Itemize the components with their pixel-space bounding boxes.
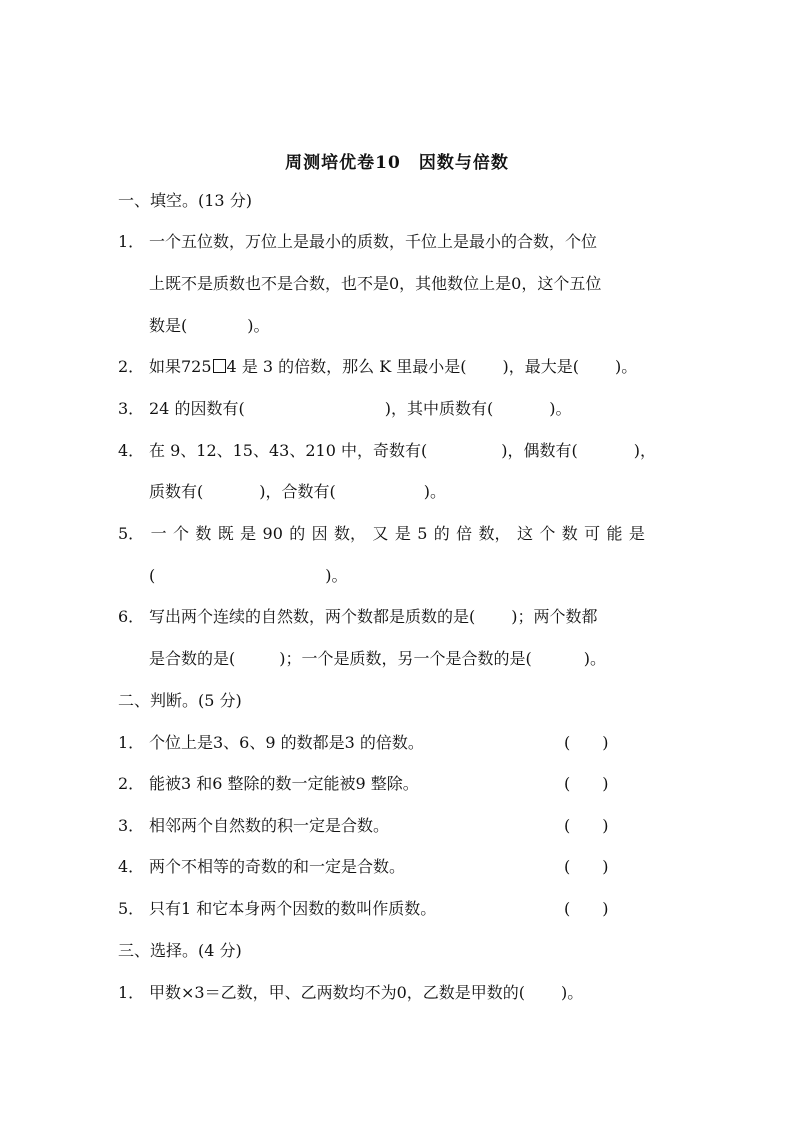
- judge-answer-paren[interactable]: ( ): [564, 733, 609, 752]
- question-word: 数，: [334, 524, 367, 543]
- question-text: 甲数×3＝乙数，甲、乙两数均不为0，乙数是甲数的(: [149, 983, 526, 1002]
- question-1-line-3: [149, 315, 270, 337]
- question-1-line-2: 上既不是质数也不是合数，也不是0，其他数位上是0，这个五位: [149, 274, 602, 293]
- judge-item-2: [118, 773, 419, 795]
- question-number: 3．: [118, 399, 145, 418]
- judge-item-1: [118, 732, 424, 754]
- question-word: 倍: [456, 524, 473, 543]
- question-word: 是: [628, 524, 645, 543]
- question-word: 一: [150, 524, 167, 543]
- section-heading-fill-in: 一、填空。(13 分): [118, 191, 252, 210]
- question-word: 个: [539, 524, 556, 543]
- question-text: 质数有(: [149, 482, 204, 501]
- question-text: 在 9、12、15、43、210 中，奇数有(: [149, 441, 428, 460]
- question-text: 如果725: [149, 357, 212, 376]
- question-word: 的: [289, 524, 306, 543]
- question-number: 3．: [118, 816, 145, 835]
- question-text: 写出两个连续的自然数，两个数都是质数的是(: [149, 607, 476, 626]
- question-text: 24 的因数有(: [149, 399, 245, 418]
- question-number: 4．: [118, 857, 145, 876]
- question-word: 这: [516, 524, 533, 543]
- question-text: )；两个数都: [511, 607, 598, 626]
- judge-answer-paren[interactable]: ( ): [564, 857, 609, 876]
- question-number: 1．: [118, 733, 145, 752]
- question-word: 个: [172, 524, 189, 543]
- question-word: 是: [240, 524, 257, 543]
- question-text: )。: [549, 399, 572, 418]
- question-word: 5: [417, 524, 428, 543]
- question-text: )，偶数有(: [501, 441, 578, 460]
- question-text: (: [149, 566, 156, 585]
- question-6-line-2: [149, 648, 606, 670]
- judge-answer-paren[interactable]: ( ): [564, 899, 609, 918]
- question-number: 1．: [118, 983, 145, 1002]
- question-text: 一个五位数，万位上是最小的质数，千位上是最小的合数，个位: [149, 232, 598, 251]
- question-text: 能被3 和6 整除的数一定能被9 整除。: [149, 774, 419, 793]
- question-text: 两个不相等的奇数的和一定是合数。: [149, 857, 406, 876]
- question-3: [118, 398, 571, 420]
- question-text: 数是(: [149, 316, 188, 335]
- judge-answer-paren[interactable]: ( ): [564, 774, 609, 793]
- question-text: )，其中质数有(: [384, 399, 494, 418]
- question-word: 能: [606, 524, 623, 543]
- question-word: 既: [217, 524, 234, 543]
- question-text: )；一个是质数，另一个是合数的是(: [279, 649, 532, 668]
- question-4-line-2: [149, 481, 446, 503]
- question-text: )。: [423, 482, 446, 501]
- question-word: 又: [372, 524, 389, 543]
- question-number: 2．: [118, 357, 145, 376]
- question-word: 数，: [478, 524, 511, 543]
- question-word: 可: [584, 524, 601, 543]
- question-5-line-2: [149, 565, 348, 587]
- section-heading-choice: 三、选择。(4 分): [118, 941, 242, 960]
- question-word: 90: [262, 524, 283, 543]
- question-number: 5．: [118, 899, 145, 918]
- question-text: )。: [561, 983, 584, 1002]
- question-text: )。: [615, 357, 638, 376]
- question-text: )。: [325, 566, 348, 585]
- question-number: 4．: [118, 441, 145, 460]
- question-text: )，: [633, 441, 656, 460]
- judge-item-3: [118, 815, 389, 837]
- question-number: 1．: [118, 232, 145, 251]
- question-6-line-1: [118, 606, 598, 628]
- question-text: 4 是 3 的倍数，那么 K 里最小是(: [226, 357, 467, 376]
- page-title: 周测培优卷10 因数与倍数: [285, 153, 509, 173]
- judge-item-4: [118, 856, 405, 878]
- digit-box-icon: [213, 359, 226, 373]
- judge-answer-paren[interactable]: ( ): [564, 816, 609, 835]
- question-word: 的: [433, 524, 450, 543]
- question-2: [118, 356, 637, 378]
- question-number: 5．: [118, 524, 145, 543]
- question-word: 数: [195, 524, 212, 543]
- judge-item-5: [118, 898, 436, 920]
- question-text: 只有1 和它本身两个因数的数叫作质数。: [149, 899, 437, 918]
- question-text: )，合数有(: [259, 482, 336, 501]
- question-text: 是合数的是(: [149, 649, 236, 668]
- question-text: )，最大是(: [502, 357, 580, 376]
- question-word: 因: [311, 524, 328, 543]
- question-number: 6．: [118, 607, 145, 626]
- question-5-line-1: [118, 523, 645, 545]
- question-text: 个位上是3、6、9 的数都是3 的倍数。: [149, 733, 424, 752]
- question-1-line-1: [118, 231, 597, 253]
- choice-question-1: [118, 982, 583, 1004]
- section-heading-true-false: 二、判断。(5 分): [118, 691, 242, 710]
- question-word: 数: [561, 524, 578, 543]
- question-text: )。: [247, 316, 270, 335]
- question-text: )。: [583, 649, 606, 668]
- question-number: 2．: [118, 774, 145, 793]
- question-word: 是: [394, 524, 411, 543]
- question-text: 相邻两个自然数的积一定是合数。: [149, 816, 390, 835]
- question-4-line-1: [118, 440, 656, 462]
